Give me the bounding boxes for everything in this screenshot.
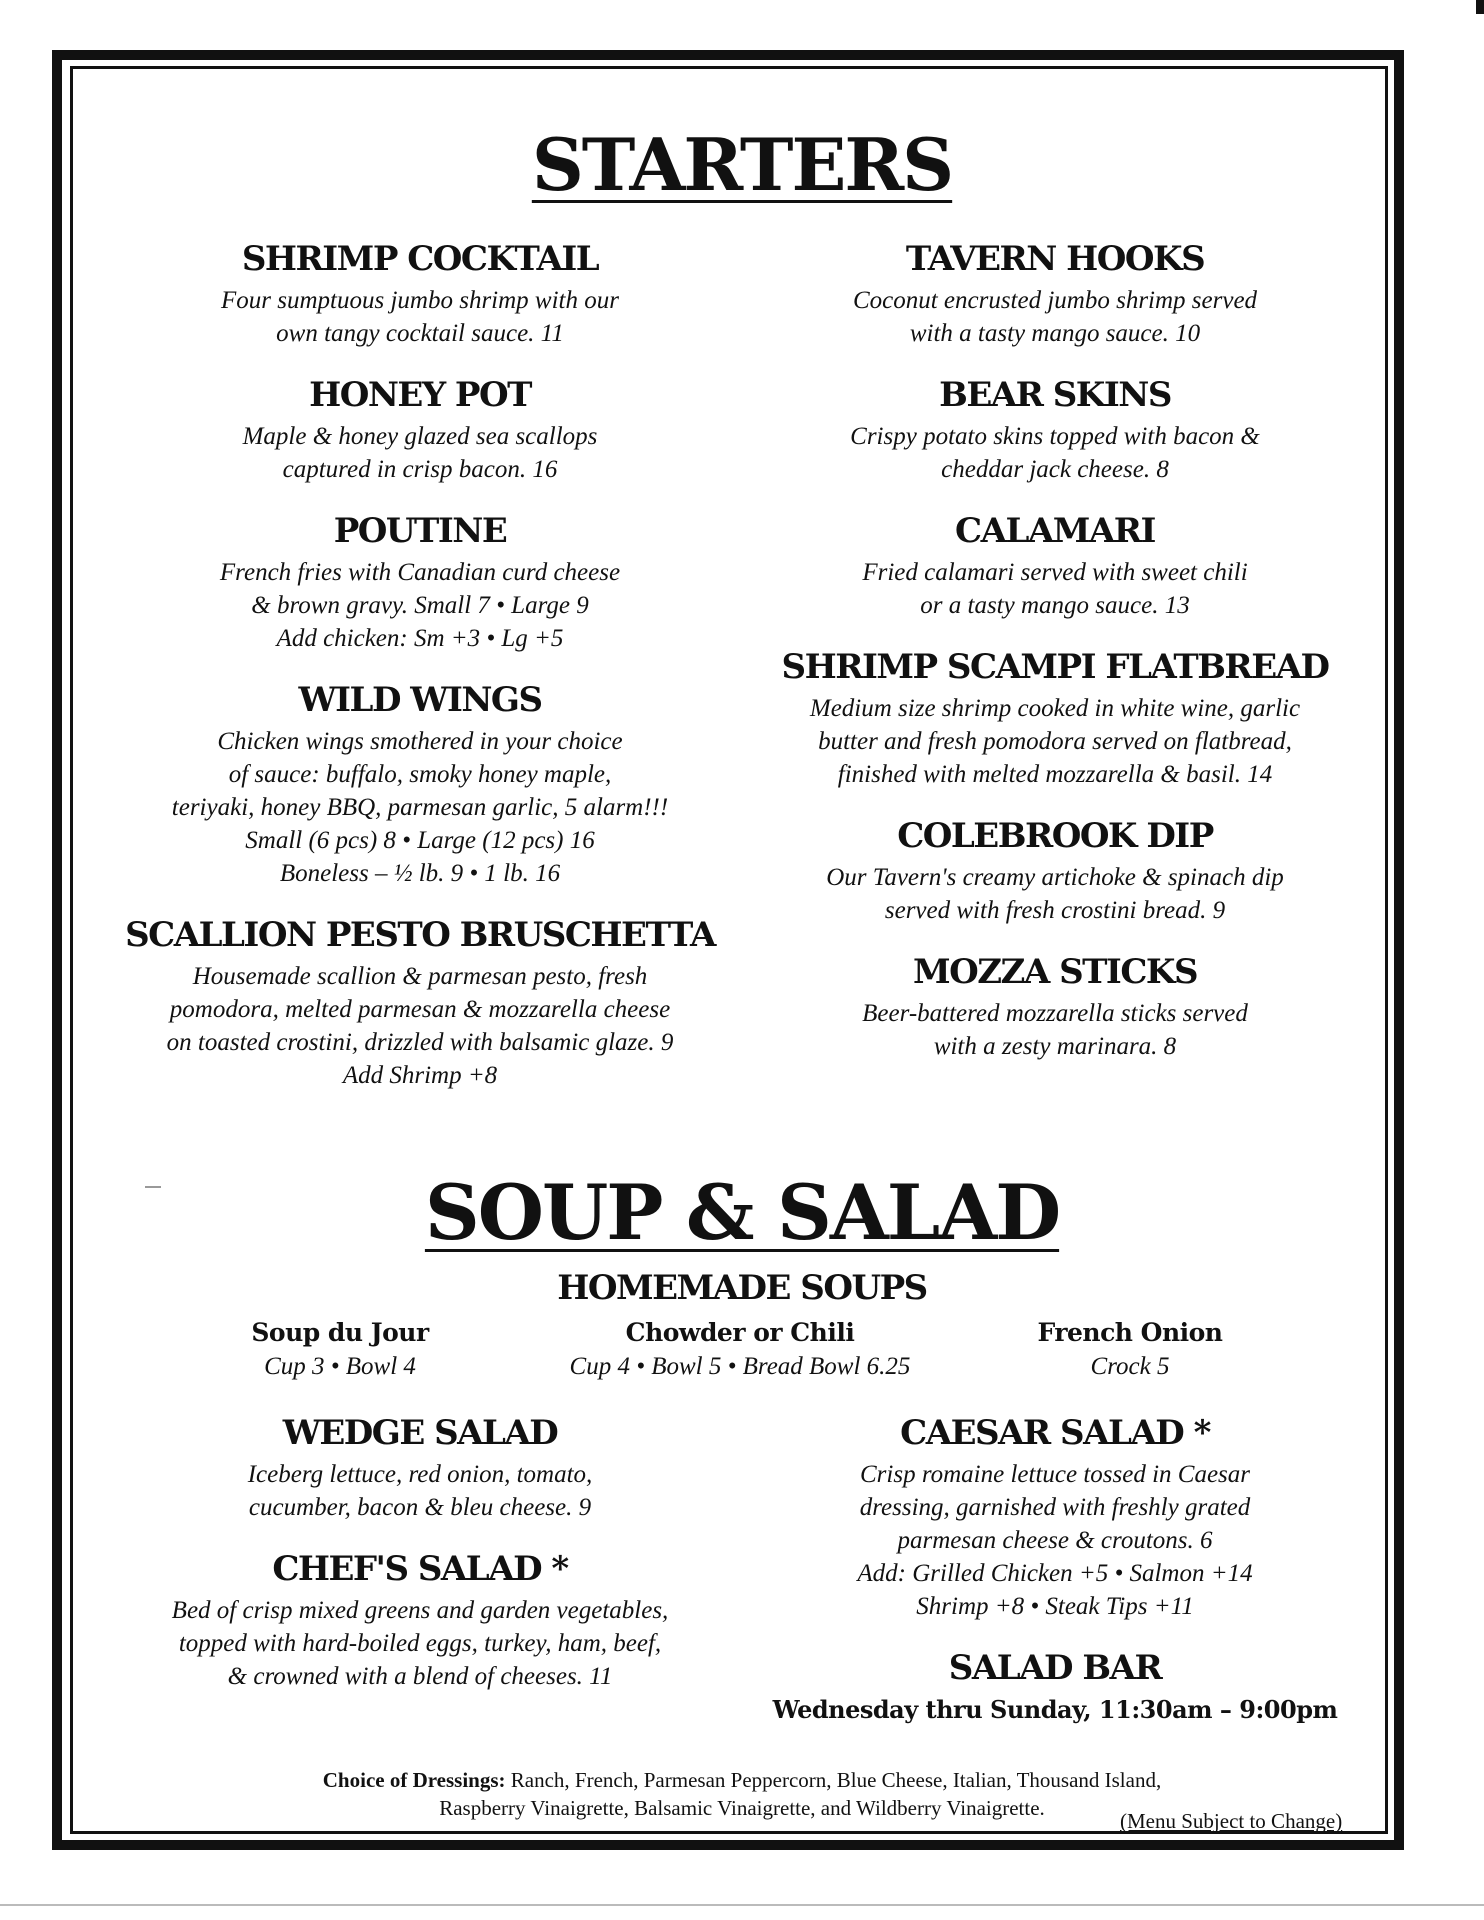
description-line: pomodora, melted parmesan & mozzarella cheese [169,996,671,1023]
description-line: Iceberg lettuce, red onion, tomato, [247,1461,593,1488]
description-line: dressing, garnished with freshly grated [859,1494,1251,1521]
description-line: topped with hard-boiled eggs, turkey, ham, beef, [178,1630,662,1657]
description-line: butter and fresh pomodora served on flatbread, [818,728,1292,755]
description-line: Chicken wings smothered in your choice [217,728,623,755]
description-line: Shrimp +8 • Steak Tips +11 [916,1593,1194,1620]
description-line: with a zesty marinara. 8 [933,1033,1177,1060]
menu-item-name: MOZZA STICKS [912,952,1198,992]
description-line: cucumber, bacon & bleu cheese. 9 [248,1494,592,1521]
menu-item-name: POUTINE [333,511,507,551]
menu-item-description [105,556,735,655]
menu-item-description [740,556,1370,622]
description-line: & brown gravy. Small 7 • Large 9 [251,592,589,619]
soup-salad-title: SOUP & SALAD [424,1168,1060,1257]
soup-price: Crock 5 [1090,1353,1170,1380]
soup-item [1000,1316,1260,1384]
description-line: Add: Grilled Chicken +5 • Salmon +14 [857,1560,1253,1587]
starters-right-column [740,238,1370,1087]
menu-item [105,1412,735,1524]
menu-item-description [105,420,735,486]
description-line: French fries with Canadian curd cheese [219,559,621,586]
menu-item-name: TAVERN HOOKS [905,239,1205,279]
menu-item [740,815,1370,927]
soup-name: French Onion [1037,1318,1223,1347]
homemade-soups-heading: HOMEMADE SOUPS [557,1268,927,1308]
menu-subject-note: (Menu Subject to Change) [1120,1809,1343,1833]
menu-item-description [740,997,1370,1063]
description-line: Medium size shrimp cooked in white wine, garlic [809,695,1301,722]
soup-name: Soup du Jour [251,1318,429,1347]
description-line: Add Shrimp +8 [342,1062,498,1089]
soup-price: Cup 4 • Bowl 5 • Bread Bowl 6.25 [569,1353,911,1380]
soup-name: Chowder or Chili [625,1318,855,1347]
menu-item [740,1412,1370,1623]
description-line: served with fresh crostini bread. 9 [884,897,1226,924]
description-line: teriyaki, honey BBQ, parmesan garlic, 5 alarm!!! [171,794,669,821]
menu-item-name: CAESAR SALAD * [900,1413,1210,1453]
description-line: Fried calamari served with sweet chili [862,559,1248,586]
menu-item-name: CALAMARI [955,511,1155,551]
menu-item-name: CHEF'S SALAD * [272,1549,568,1589]
menu-item [740,374,1370,486]
menu-item-description [740,692,1370,791]
menu-item-name: SHRIMP SCAMPI FLATBREAD [781,647,1329,687]
salad-bar-hours: Wednesday thru Sunday, 11:30am – 9:00pm [772,1695,1338,1724]
description-line: & crowned with a blend of cheeses. 11 [227,1663,613,1690]
menu-item-description [740,420,1370,486]
description-line: finished with melted mozzarella & basil. 14 [837,761,1273,788]
menu-item [105,679,735,890]
salad-bar [740,1647,1370,1727]
soup-item [220,1316,460,1384]
description-line: captured in crisp bacon. 16 [282,456,558,483]
menu-item [105,238,735,350]
salad-left-column [105,1412,735,1717]
description-line: Our Tavern's creamy artichoke & spinach dip [826,864,1284,891]
salad-right-items [740,1412,1370,1623]
description-line: of sauce: buffalo, smoky honey maple, [228,761,612,788]
description-line: Bed of crisp mixed greens and garden vegetables, [171,1597,669,1624]
menu-item [105,1548,735,1693]
menu-item [105,510,735,655]
description-line: Coconut encrusted jumbo shrimp served [852,287,1258,314]
description-line: or a tasty mango sauce. 13 [920,592,1190,619]
scan-corner-mark [1476,0,1484,14]
menu-item-name: WILD WINGS [298,680,542,720]
description-line: Crisp romaine lettuce tossed in Caesar [859,1461,1251,1488]
description-line: Crispy potato skins topped with bacon & [850,423,1260,450]
menu-item [740,646,1370,791]
menu-item [105,374,735,486]
description-line: with a tasty mango sauce. 10 [909,320,1201,347]
soup-price: Cup 3 • Bowl 4 [264,1353,416,1380]
menu-item [105,914,735,1092]
description-line: on toasted crostini, drizzled with balsamic glaze. 9 [166,1029,674,1056]
menu-item-description [740,1458,1370,1623]
menu-item-description [105,960,735,1092]
menu-item-description [105,1594,735,1693]
description-line: Four sumptuous jumbo shrimp with our [221,287,619,314]
description-line: Boneless – ½ lb. 9 • 1 lb. 16 [279,860,561,887]
menu-item-description [105,284,735,350]
description-line: Beer-battered mozzarella sticks served [862,1000,1248,1027]
starters-left-column [105,238,735,1116]
menu-item-description [740,861,1370,927]
dressings-list-line-1: Ranch, French, Parmesan Peppercorn, Blue Cheese, Italian, Thousand Island, [505,1768,1162,1792]
menu-item [740,510,1370,622]
menu-item-name: BEAR SKINS [939,375,1171,415]
menu-item-name: COLEBROOK DIP [897,816,1213,856]
menu-item [740,951,1370,1063]
dressings-list-line-2: Raspberry Vinaigrette, Balsamic Vinaigrette, and Wildberry Vinaigrette. [439,1796,1045,1820]
salad-bar-name: SALAD BAR [948,1648,1162,1688]
menu-item-name: SCALLION PESTO BRUSCHETTA [125,915,715,955]
description-line: cheddar jack cheese. 8 [941,456,1169,483]
soup-item [480,1316,1000,1384]
starters-title: STARTERS [531,122,953,207]
description-line: Housemade scallion & parmesan pesto, fresh [192,963,648,990]
description-line: Small (6 pcs) 8 • Large (12 pcs) 16 [245,827,595,854]
menu-item-description [105,725,735,890]
scan-edge-line [0,1904,1484,1906]
dressings-label: Choice of Dressings: [322,1768,506,1792]
menu-item-description [105,1458,735,1524]
menu-item-name: SHRIMP COCKTAIL [241,239,599,279]
description-line: parmesan cheese & croutons. 6 [897,1527,1213,1554]
menu-item-name: WEDGE SALAD [282,1413,558,1453]
menu-item [740,238,1370,350]
description-line: Maple & honey glazed sea scallops [242,423,598,450]
menu-item-description [740,284,1370,350]
description-line: own tangy cocktail sauce. 11 [276,320,564,347]
description-line: Add chicken: Sm +3 • Lg +5 [276,625,564,652]
salad-right-column [740,1412,1370,1751]
menu-item-name: HONEY POT [309,375,531,415]
